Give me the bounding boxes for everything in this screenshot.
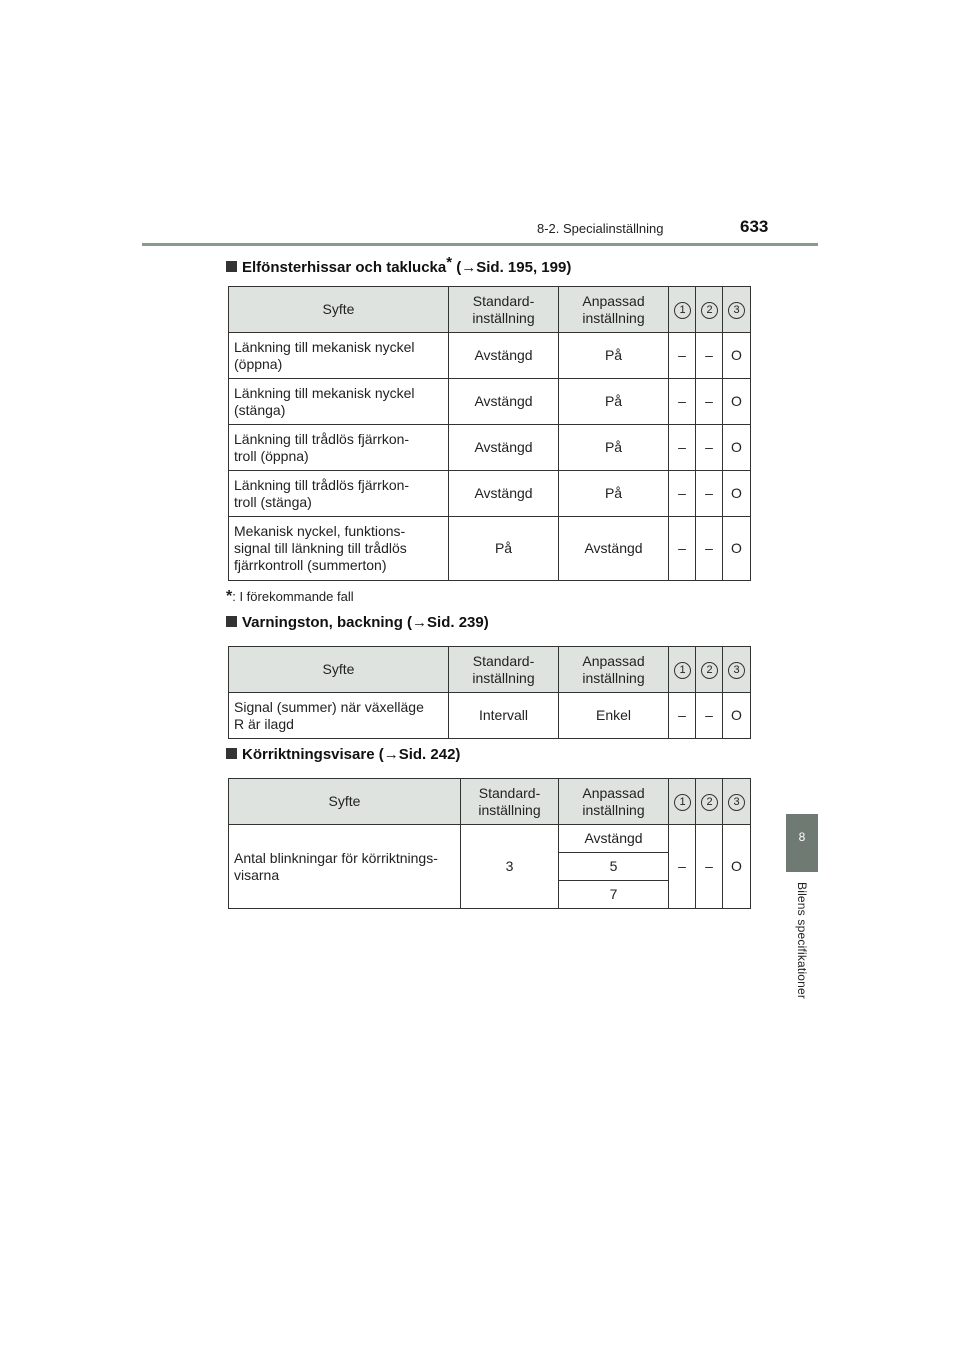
c1-cell: – [669, 333, 696, 379]
c3-cell: O [723, 693, 751, 739]
col-2 [696, 647, 723, 693]
col-custom: Anpassad inställning [559, 647, 669, 693]
c3-cell: O [723, 471, 751, 517]
circled-1-icon: 1 [674, 662, 691, 679]
c2-cell: – [696, 517, 723, 581]
custom-option-cell: Avstängd [559, 825, 669, 853]
chapter-number: 8 [798, 830, 806, 844]
c3-cell: O [723, 379, 751, 425]
purpose-cell: Antal blinkningar för körriktnings- visarna [229, 825, 461, 909]
circled-1-icon: 1 [674, 794, 691, 811]
col-purpose: Syfte [229, 779, 461, 825]
page-reference: (→Sid. 242) [374, 746, 461, 763]
c2-cell: – [696, 379, 723, 425]
square-bullet-icon [226, 748, 237, 759]
section-title: 8-2. Specialinställning [537, 221, 664, 236]
custom-cell: På [559, 471, 669, 517]
default-cell: 3 [461, 825, 559, 909]
c1-cell: – [669, 379, 696, 425]
col-custom: Anpassad inställning [559, 287, 669, 333]
circled-2-icon: 2 [701, 302, 718, 319]
circled-3-icon: 3 [728, 302, 745, 319]
default-cell: Avstängd [449, 379, 559, 425]
table-header-row [229, 779, 751, 825]
default-cell: Intervall [449, 693, 559, 739]
col-3 [723, 779, 751, 825]
footnote [226, 588, 354, 606]
custom-cell: Enkel [559, 693, 669, 739]
c3-cell: O [723, 333, 751, 379]
page-reference: (→Sid. 195, 199) [452, 259, 572, 276]
c2-cell: – [696, 825, 723, 909]
header-divider [142, 243, 818, 246]
footnote-text: : I förekommande fall [232, 589, 354, 604]
c1-cell: – [669, 825, 696, 909]
heading-text: Körriktningsvisare [242, 746, 375, 763]
default-cell: Avstängd [449, 471, 559, 517]
col-1 [669, 647, 696, 693]
custom-cell: Avstängd [559, 517, 669, 581]
page-reference: (→Sid. 239) [402, 614, 489, 631]
col-2 [696, 287, 723, 333]
section-heading-reverse-warning [226, 614, 489, 631]
purpose-cell: Signal (summer) när växelläge R är ilagd [229, 693, 449, 739]
col-1 [669, 779, 696, 825]
section-heading-windows [226, 254, 571, 276]
default-cell: Avstängd [449, 425, 559, 471]
default-cell: Avstängd [449, 333, 559, 379]
heading-text: Varningston, backning [242, 614, 403, 631]
heading-text: Elfönsterhissar och taklucka [242, 259, 447, 276]
c1-cell: – [669, 693, 696, 739]
circled-3-icon: 3 [728, 794, 745, 811]
c2-cell: – [696, 333, 723, 379]
table-row [229, 693, 751, 739]
custom-cell: På [559, 425, 669, 471]
custom-cell: På [559, 333, 669, 379]
section-heading-turn-signals [226, 746, 460, 763]
col-3 [723, 647, 751, 693]
square-bullet-icon [226, 616, 237, 627]
circled-3-icon: 3 [728, 662, 745, 679]
circled-2-icon: 2 [701, 794, 718, 811]
col-3 [723, 287, 751, 333]
settings-table-windows [228, 286, 751, 581]
table-header-row [229, 647, 751, 693]
table-row [229, 425, 751, 471]
page-number: 633 [740, 217, 769, 236]
square-bullet-icon [226, 261, 237, 272]
table-row [229, 333, 751, 379]
purpose-cell: Länkning till trådlös fjärrkon- troll (stänga) [229, 471, 449, 517]
col-default: Standard- inställning [461, 779, 559, 825]
settings-table-turn-signals [228, 778, 751, 909]
col-purpose: Syfte [229, 647, 449, 693]
col-default: Standard- inställning [449, 287, 559, 333]
circled-1-icon: 1 [674, 302, 691, 319]
col-custom: Anpassad inställning [559, 779, 669, 825]
c3-cell: O [723, 517, 751, 581]
table-row [229, 517, 751, 581]
purpose-cell: Länkning till trådlös fjärrkon- troll (öppna) [229, 425, 449, 471]
c2-cell: – [696, 471, 723, 517]
footnote-asterisk: * [226, 588, 233, 605]
c3-cell: O [723, 825, 751, 909]
settings-table-reverse-warning [228, 646, 751, 739]
col-default: Standard- inställning [449, 647, 559, 693]
c3-cell: O [723, 425, 751, 471]
custom-option-cell: 5 [559, 853, 669, 881]
chapter-label: Bilens specifikationer [795, 882, 809, 1000]
c1-cell: – [669, 425, 696, 471]
purpose-cell: Mekanisk nyckel, funktions- signal till länkning till trådlös fjärrkontroll (summerton) [229, 517, 449, 581]
asterisk-mark: * [446, 254, 453, 271]
table-row [229, 825, 751, 853]
c2-cell: – [696, 693, 723, 739]
col-purpose: Syfte [229, 287, 449, 333]
c1-cell: – [669, 471, 696, 517]
col-2 [696, 779, 723, 825]
default-cell: På [449, 517, 559, 581]
c2-cell: – [696, 425, 723, 471]
circled-2-icon: 2 [701, 662, 718, 679]
table-row [229, 379, 751, 425]
table-header-row [229, 287, 751, 333]
custom-option-cell: 7 [559, 881, 669, 909]
purpose-cell: Länkning till mekanisk nyckel (stänga) [229, 379, 449, 425]
custom-cell: På [559, 379, 669, 425]
c1-cell: – [669, 517, 696, 581]
col-1 [669, 287, 696, 333]
table-row [229, 471, 751, 517]
purpose-cell: Länkning till mekanisk nyckel (öppna) [229, 333, 449, 379]
